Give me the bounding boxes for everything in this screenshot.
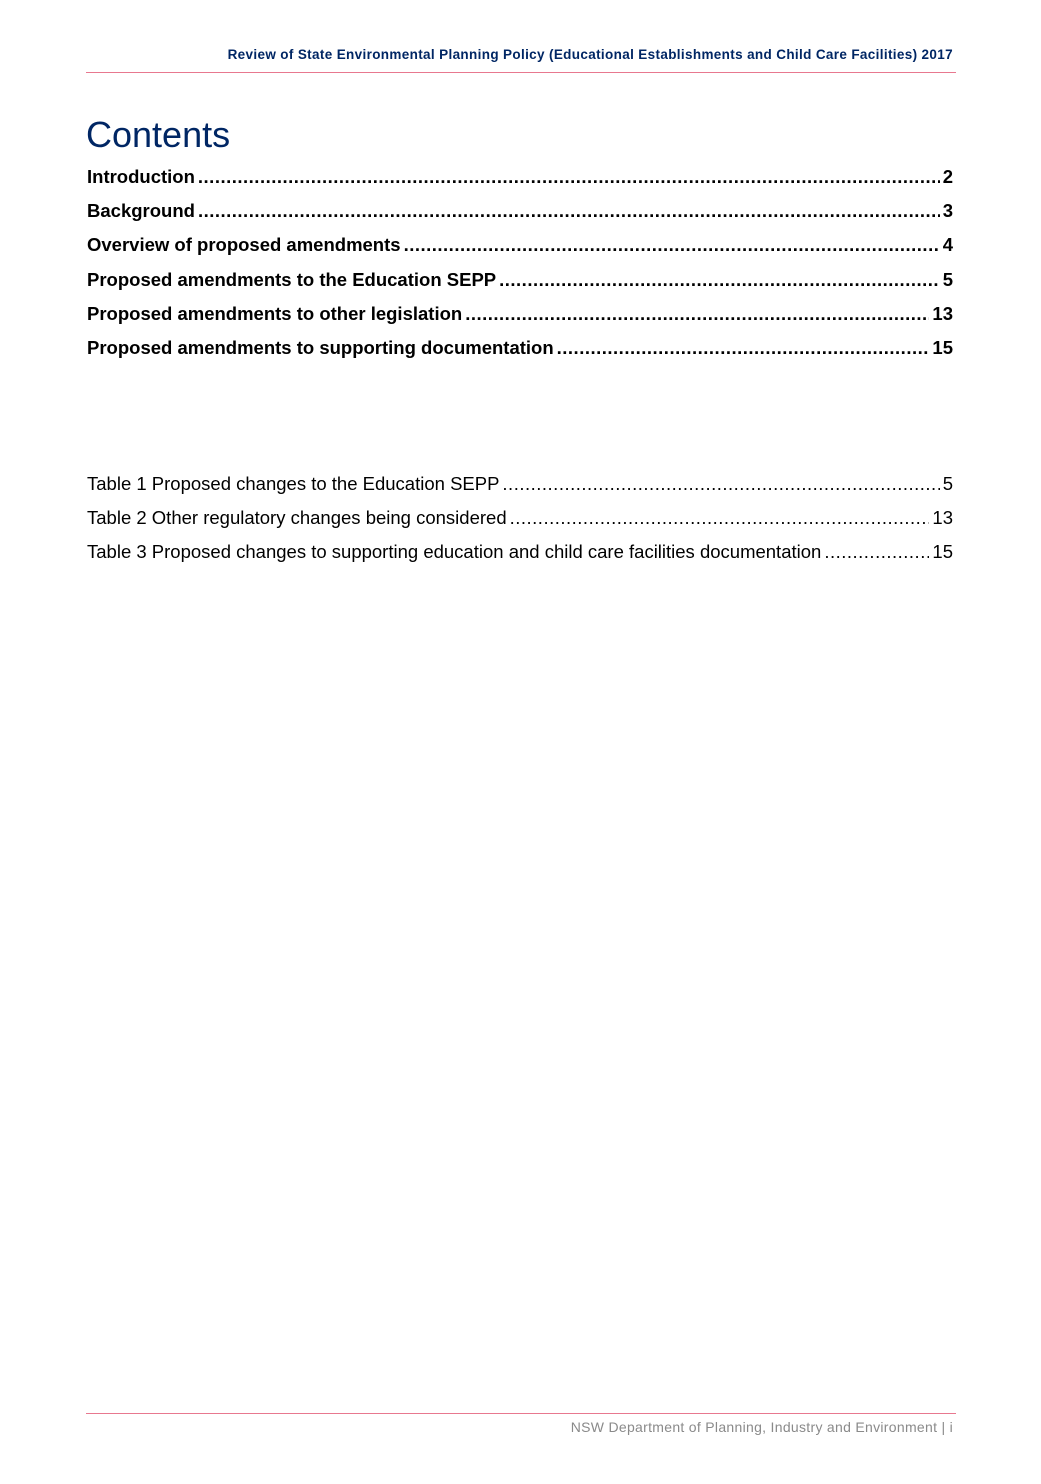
toc-dot-leader	[465, 303, 929, 325]
table-page-number: 13	[932, 507, 953, 529]
list-of-tables	[87, 473, 953, 576]
toc-entry-education-sepp[interactable]	[87, 269, 953, 303]
toc-page-number: 2	[942, 166, 953, 187]
toc-dot-leader	[824, 541, 929, 563]
toc-entry-supporting-documentation[interactable]	[87, 337, 953, 371]
table-entry-label: Table 2 Other regulatory changes being considered	[87, 507, 507, 529]
toc-page-number: 3	[942, 200, 953, 222]
table-of-contents	[87, 166, 953, 371]
table-entry-label: Table 3 Proposed changes to supporting education and child care facilities documentation	[87, 541, 822, 563]
running-header: Review of State Environmental Planning Policy (Educational Establishments and Child Care Facilities) 2017	[227, 47, 953, 62]
toc-entry-label: Introduction	[87, 166, 195, 187]
toc-page-number: 15	[932, 336, 953, 358]
toc-dot-leader	[404, 234, 940, 256]
toc-entry-label: Background	[87, 200, 195, 222]
table-page-number: 15	[932, 541, 953, 563]
toc-page-number: 4	[942, 234, 953, 256]
toc-dot-leader	[198, 200, 940, 222]
toc-dot-leader	[499, 269, 940, 291]
page-footer: NSW Department of Planning, Industry and Environment | i	[570, 1419, 953, 1435]
toc-entry-background[interactable]	[87, 200, 953, 234]
table-entry-1[interactable]	[87, 473, 953, 507]
table-entry-label: Table 1 Proposed changes to the Education SEPP	[87, 473, 500, 494]
toc-page-number: 5	[942, 268, 953, 290]
table-entry-2[interactable]	[87, 507, 953, 541]
toc-entry-label: Overview of proposed amendments	[87, 234, 401, 256]
toc-entry-introduction[interactable]	[87, 166, 953, 200]
toc-entry-label: Proposed amendments to supporting documentation	[87, 336, 554, 358]
table-entry-3[interactable]	[87, 541, 953, 575]
table-page-number: 5	[942, 473, 953, 494]
toc-dot-leader	[502, 473, 939, 495]
toc-entry-other-legislation[interactable]	[87, 303, 953, 337]
toc-entry-label: Proposed amendments to other legislation	[87, 302, 463, 324]
toc-dot-leader	[198, 166, 940, 188]
toc-dot-leader	[557, 337, 930, 359]
toc-page-number: 13	[932, 302, 953, 324]
toc-entry-overview[interactable]	[87, 234, 953, 268]
footer-divider	[86, 1413, 956, 1414]
page-title: Contents	[86, 114, 231, 155]
toc-entry-label: Proposed amendments to the Education SEPP	[87, 268, 497, 290]
toc-dot-leader	[510, 507, 930, 529]
header-divider	[86, 72, 956, 73]
